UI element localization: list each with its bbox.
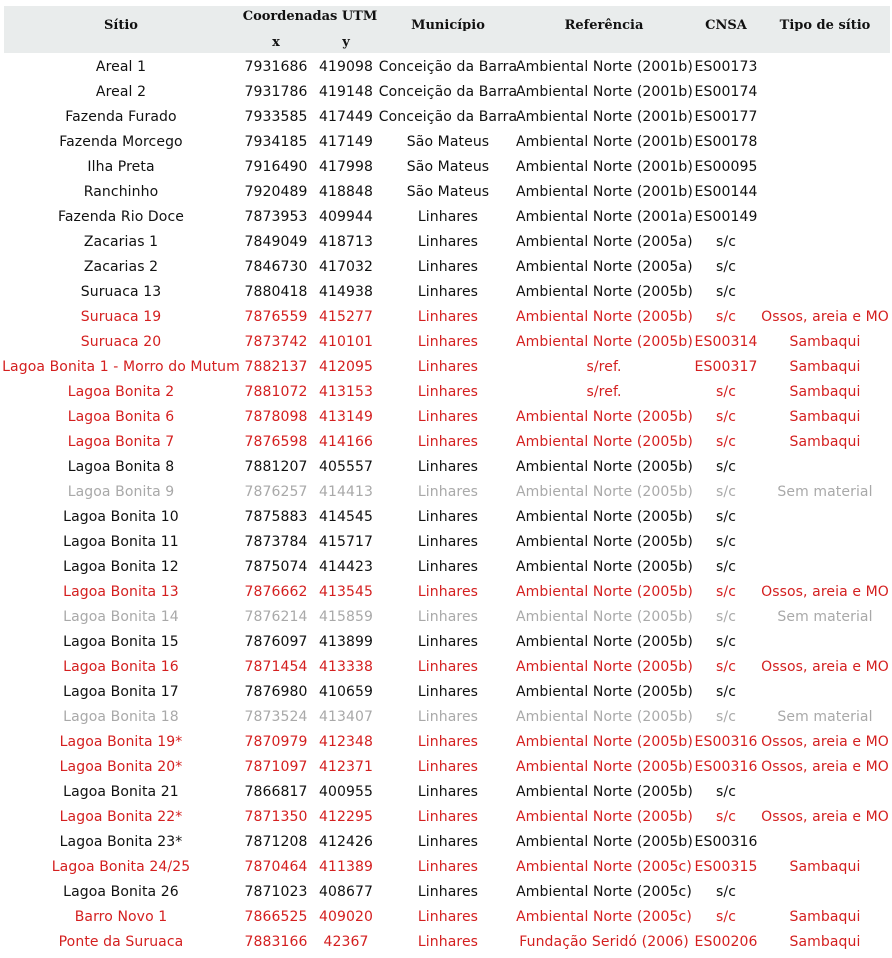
cell-x: 7876598 bbox=[244, 434, 308, 450]
cell-municipio: Linhares bbox=[417, 234, 479, 250]
table-row bbox=[0, 930, 892, 955]
table-row bbox=[0, 755, 892, 780]
table-row bbox=[0, 555, 892, 580]
cell-cnsa: s/c bbox=[715, 409, 736, 425]
cell-cnsa: ES00317 bbox=[694, 359, 758, 375]
cell-x: 7931686 bbox=[244, 59, 308, 75]
cell-x: 7881072 bbox=[244, 384, 308, 400]
cell-municipio: Linhares bbox=[417, 909, 479, 925]
cell-tipo: Ossos, areia e MO bbox=[761, 734, 889, 750]
cell-y: 408677 bbox=[318, 884, 374, 900]
cell-sitio: Lagoa Bonita 20* bbox=[59, 759, 183, 775]
cell-y: 400955 bbox=[318, 784, 374, 800]
table-row bbox=[0, 905, 892, 930]
cell-tipo: Sambaqui bbox=[789, 434, 861, 450]
cell-x: 7866525 bbox=[244, 909, 308, 925]
cell-sitio: Lagoa Bonita 7 bbox=[67, 434, 175, 450]
cell-referencia: Ambiental Norte (2005b) bbox=[516, 284, 693, 300]
cell-municipio: Linhares bbox=[417, 459, 479, 475]
cell-tipo: Ossos, areia e MO bbox=[761, 309, 889, 325]
cell-referencia: Ambiental Norte (2005a) bbox=[516, 259, 693, 275]
cell-y: 417998 bbox=[318, 159, 374, 175]
cell-sitio: Lagoa Bonita 10 bbox=[63, 509, 179, 525]
cell-municipio: Linhares bbox=[417, 684, 479, 700]
table-row bbox=[0, 855, 892, 880]
cell-x: 7883166 bbox=[244, 934, 308, 950]
cell-cnsa: ES00144 bbox=[694, 184, 758, 200]
table-row bbox=[0, 180, 892, 205]
cell-x: 7876257 bbox=[244, 484, 308, 500]
table-row bbox=[0, 680, 892, 705]
cell-cnsa: s/c bbox=[715, 809, 736, 825]
cell-referencia: Fundação Seridó (2006) bbox=[519, 934, 689, 950]
cell-cnsa: s/c bbox=[715, 459, 736, 475]
cell-tipo: Sem material bbox=[777, 609, 873, 625]
cell-x: 7880418 bbox=[244, 284, 308, 300]
table-row bbox=[0, 205, 892, 230]
cell-y: 412371 bbox=[318, 759, 374, 775]
cell-municipio: Linhares bbox=[417, 709, 479, 725]
cell-y: 417032 bbox=[318, 259, 374, 275]
cell-y: 42367 bbox=[323, 934, 369, 950]
cell-cnsa: s/c bbox=[715, 309, 736, 325]
table-row bbox=[0, 355, 892, 380]
cell-municipio: Linhares bbox=[417, 434, 479, 450]
cell-municipio: Linhares bbox=[417, 534, 479, 550]
table-row bbox=[0, 130, 892, 155]
cell-municipio: Linhares bbox=[417, 634, 479, 650]
cell-municipio: Linhares bbox=[417, 409, 479, 425]
cell-sitio: Lagoa Bonita 9 bbox=[67, 484, 175, 500]
cell-referencia: Ambiental Norte (2005b) bbox=[516, 559, 693, 575]
cell-cnsa: ES00177 bbox=[694, 109, 758, 125]
cell-y: 409020 bbox=[318, 909, 374, 925]
cell-referencia: Ambiental Norte (2005c) bbox=[516, 884, 692, 900]
cell-x: 7876559 bbox=[244, 309, 308, 325]
cell-referencia: s/ref. bbox=[586, 384, 622, 400]
cell-y: 413407 bbox=[318, 709, 374, 725]
cell-x: 7881207 bbox=[244, 459, 308, 475]
cell-municipio: Linhares bbox=[417, 884, 479, 900]
cell-x: 7871350 bbox=[244, 809, 308, 825]
cell-x: 7931786 bbox=[244, 84, 308, 100]
cell-x: 7916490 bbox=[244, 159, 308, 175]
cell-referencia: Ambiental Norte (2005b) bbox=[516, 809, 693, 825]
cell-municipio: Linhares bbox=[417, 559, 479, 575]
cell-municipio: Linhares bbox=[417, 284, 479, 300]
cell-y: 414413 bbox=[318, 484, 374, 500]
cell-cnsa: ES00149 bbox=[694, 209, 758, 225]
table-row bbox=[0, 880, 892, 905]
table-row bbox=[0, 80, 892, 105]
header-coordenadas: Coordenadas UTM bbox=[242, 9, 378, 24]
cell-referencia: Ambiental Norte (2005b) bbox=[516, 659, 693, 675]
cell-x: 7846730 bbox=[244, 259, 308, 275]
table-row bbox=[0, 380, 892, 405]
cell-sitio: Lagoa Bonita 13 bbox=[63, 584, 179, 600]
cell-x: 7871023 bbox=[244, 884, 308, 900]
cell-municipio: Linhares bbox=[417, 934, 479, 950]
cell-y: 412295 bbox=[318, 809, 374, 825]
cell-cnsa: s/c bbox=[715, 484, 736, 500]
cell-tipo: Ossos, areia e MO bbox=[761, 584, 889, 600]
cell-municipio: Linhares bbox=[417, 259, 479, 275]
cell-tipo: Sambaqui bbox=[789, 909, 861, 925]
cell-cnsa: ES00316 bbox=[694, 734, 758, 750]
cell-y: 411389 bbox=[318, 859, 374, 875]
cell-referencia: Ambiental Norte (2001b) bbox=[516, 59, 693, 75]
cell-y: 414938 bbox=[318, 284, 374, 300]
cell-x: 7878098 bbox=[244, 409, 308, 425]
cell-sitio: Lagoa Bonita 24/25 bbox=[51, 859, 191, 875]
cell-municipio: Conceição da Barra bbox=[378, 84, 518, 100]
cell-referencia: Ambiental Norte (2001b) bbox=[516, 184, 693, 200]
cell-cnsa: ES00314 bbox=[694, 334, 758, 350]
cell-x: 7873524 bbox=[244, 709, 308, 725]
table-row bbox=[0, 655, 892, 680]
cell-x: 7873953 bbox=[244, 209, 308, 225]
header-y: y bbox=[342, 35, 350, 50]
cell-sitio: Lagoa Bonita 18 bbox=[63, 709, 179, 725]
cell-sitio: Lagoa Bonita 11 bbox=[63, 534, 179, 550]
cell-sitio: Lagoa Bonita 21 bbox=[63, 784, 179, 800]
table-body bbox=[0, 55, 892, 955]
cell-referencia: Ambiental Norte (2005b) bbox=[516, 334, 693, 350]
cell-sitio: Lagoa Bonita 14 bbox=[63, 609, 179, 625]
cell-x: 7920489 bbox=[244, 184, 308, 200]
cell-municipio: Linhares bbox=[417, 334, 479, 350]
cell-cnsa: s/c bbox=[715, 684, 736, 700]
table-row bbox=[0, 580, 892, 605]
cell-cnsa: ES00178 bbox=[694, 134, 758, 150]
cell-sitio: Lagoa Bonita 17 bbox=[63, 684, 179, 700]
cell-referencia: s/ref. bbox=[586, 359, 622, 375]
cell-referencia: Ambiental Norte (2005b) bbox=[516, 459, 693, 475]
cell-sitio: Zacarias 1 bbox=[83, 234, 159, 250]
cell-x: 7849049 bbox=[244, 234, 308, 250]
cell-referencia: Ambiental Norte (2001b) bbox=[516, 134, 693, 150]
cell-sitio: Areal 1 bbox=[95, 59, 147, 75]
cell-x: 7873742 bbox=[244, 334, 308, 350]
cell-sitio: Lagoa Bonita 12 bbox=[63, 559, 179, 575]
cell-y: 413153 bbox=[318, 384, 374, 400]
cell-referencia: Ambiental Norte (2005b) bbox=[516, 734, 693, 750]
cell-sitio: Ilha Preta bbox=[87, 159, 155, 175]
cell-sitio: Barro Novo 1 bbox=[74, 909, 168, 925]
cell-referencia: Ambiental Norte (2005b) bbox=[516, 584, 693, 600]
header-municipio: Município bbox=[411, 18, 485, 31]
cell-x: 7871454 bbox=[244, 659, 308, 675]
header-municipio-cell bbox=[378, 0, 518, 31]
table-row bbox=[0, 55, 892, 80]
cell-x: 7870464 bbox=[244, 859, 308, 875]
cell-sitio: Lagoa Bonita 1 - Morro do Mutum bbox=[2, 359, 240, 375]
cell-tipo: Sambaqui bbox=[789, 334, 861, 350]
cell-x: 7882137 bbox=[244, 359, 308, 375]
table-row bbox=[0, 730, 892, 755]
table-row bbox=[0, 455, 892, 480]
cell-cnsa: s/c bbox=[715, 709, 736, 725]
cell-y: 410101 bbox=[318, 334, 374, 350]
cell-tipo: Ossos, areia e MO bbox=[761, 659, 889, 675]
cell-referencia: Ambiental Norte (2005b) bbox=[516, 509, 693, 525]
cell-municipio: Linhares bbox=[417, 484, 479, 500]
cell-municipio: Linhares bbox=[417, 659, 479, 675]
table-row bbox=[0, 630, 892, 655]
cell-cnsa: ES00173 bbox=[694, 59, 758, 75]
cell-referencia: Ambiental Norte (2001a) bbox=[516, 209, 693, 225]
cell-y: 413338 bbox=[318, 659, 374, 675]
table-row bbox=[0, 705, 892, 730]
cell-x: 7876980 bbox=[244, 684, 308, 700]
cell-referencia: Ambiental Norte (2005c) bbox=[516, 909, 692, 925]
cell-sitio: Fazenda Rio Doce bbox=[58, 209, 184, 225]
cell-tipo: Sambaqui bbox=[789, 934, 861, 950]
cell-y: 410659 bbox=[318, 684, 374, 700]
cell-sitio: Lagoa Bonita 23* bbox=[59, 834, 183, 850]
cell-y: 417449 bbox=[318, 109, 374, 125]
cell-referencia: Ambiental Norte (2005b) bbox=[516, 409, 693, 425]
cell-x: 7876097 bbox=[244, 634, 308, 650]
cell-referencia: Ambiental Norte (2005b) bbox=[516, 434, 693, 450]
cell-x: 7875883 bbox=[244, 509, 308, 525]
cell-y: 417149 bbox=[318, 134, 374, 150]
cell-cnsa: s/c bbox=[715, 659, 736, 675]
cell-y: 412095 bbox=[318, 359, 374, 375]
cell-tipo: Sem material bbox=[777, 709, 873, 725]
cell-cnsa: s/c bbox=[715, 634, 736, 650]
cell-municipio: Linhares bbox=[417, 609, 479, 625]
cell-cnsa: s/c bbox=[715, 259, 736, 275]
table-row bbox=[0, 805, 892, 830]
cell-municipio: Conceição da Barra bbox=[378, 59, 518, 75]
cell-municipio: Linhares bbox=[417, 809, 479, 825]
cell-x: 7934185 bbox=[244, 134, 308, 150]
table-header bbox=[0, 0, 892, 56]
cell-referencia: Ambiental Norte (2005c) bbox=[516, 859, 692, 875]
cell-sitio: Suruaca 20 bbox=[80, 334, 162, 350]
cell-referencia: Ambiental Norte (2005b) bbox=[516, 534, 693, 550]
cell-sitio: Zacarias 2 bbox=[83, 259, 159, 275]
cell-municipio: Linhares bbox=[417, 834, 479, 850]
cell-cnsa: s/c bbox=[715, 534, 736, 550]
cell-sitio: Fazenda Furado bbox=[65, 109, 177, 125]
cell-x: 7933585 bbox=[244, 109, 308, 125]
cell-y: 413899 bbox=[318, 634, 374, 650]
cell-y: 412348 bbox=[318, 734, 374, 750]
cell-municipio: Linhares bbox=[417, 209, 479, 225]
cell-sitio: Ponte da Suruaca bbox=[58, 934, 184, 950]
cell-sitio: Lagoa Bonita 15 bbox=[63, 634, 179, 650]
cell-cnsa: s/c bbox=[715, 784, 736, 800]
table-row bbox=[0, 105, 892, 130]
cell-municipio: Linhares bbox=[417, 784, 479, 800]
cell-x: 7876662 bbox=[244, 584, 308, 600]
cell-cnsa: s/c bbox=[715, 559, 736, 575]
header-tipo: Tipo de sítio bbox=[779, 18, 871, 31]
cell-x: 7870979 bbox=[244, 734, 308, 750]
cell-y: 414166 bbox=[318, 434, 374, 450]
cell-sitio: Suruaca 13 bbox=[80, 284, 162, 300]
cell-referencia: Ambiental Norte (2005b) bbox=[516, 634, 693, 650]
table-row bbox=[0, 530, 892, 555]
cell-tipo: Ossos, areia e MO bbox=[761, 759, 889, 775]
cell-tipo: Sambaqui bbox=[789, 384, 861, 400]
cell-y: 414423 bbox=[318, 559, 374, 575]
table-row bbox=[0, 430, 892, 455]
cell-municipio: Conceição da Barra bbox=[378, 109, 518, 125]
header-referencia: Referência bbox=[564, 18, 644, 31]
cell-cnsa: s/c bbox=[715, 509, 736, 525]
cell-x: 7876214 bbox=[244, 609, 308, 625]
table-row bbox=[0, 405, 892, 430]
cell-municipio: Linhares bbox=[417, 759, 479, 775]
cell-referencia: Ambiental Norte (2005b) bbox=[516, 609, 693, 625]
table-row bbox=[0, 505, 892, 530]
cell-x: 7873784 bbox=[244, 534, 308, 550]
cell-y: 419148 bbox=[318, 84, 374, 100]
cell-y: 413149 bbox=[318, 409, 374, 425]
cell-y: 418848 bbox=[318, 184, 374, 200]
table-row bbox=[0, 230, 892, 255]
cell-municipio: Linhares bbox=[417, 359, 479, 375]
cell-referencia: Ambiental Norte (2005b) bbox=[516, 834, 693, 850]
cell-referencia: Ambiental Norte (2005b) bbox=[516, 709, 693, 725]
table-row bbox=[0, 830, 892, 855]
cell-referencia: Ambiental Norte (2005b) bbox=[516, 684, 693, 700]
cell-municipio: São Mateus bbox=[406, 134, 490, 150]
cell-cnsa: ES00206 bbox=[694, 934, 758, 950]
cell-municipio: Linhares bbox=[417, 509, 479, 525]
cell-y: 418713 bbox=[318, 234, 374, 250]
cell-sitio: Suruaca 19 bbox=[80, 309, 162, 325]
cell-sitio: Fazenda Morcego bbox=[59, 134, 183, 150]
table-row bbox=[0, 155, 892, 180]
cell-tipo: Sambaqui bbox=[789, 409, 861, 425]
cell-y: 415277 bbox=[318, 309, 374, 325]
cell-cnsa: s/c bbox=[715, 909, 736, 925]
cell-sitio: Lagoa Bonita 2 bbox=[67, 384, 175, 400]
cell-sitio: Lagoa Bonita 16 bbox=[63, 659, 179, 675]
cell-cnsa: s/c bbox=[715, 384, 736, 400]
cell-y: 414545 bbox=[318, 509, 374, 525]
cell-municipio: Linhares bbox=[417, 584, 479, 600]
cell-x: 7875074 bbox=[244, 559, 308, 575]
header-cnsa: CNSA bbox=[705, 18, 747, 31]
cell-cnsa: ES00095 bbox=[694, 159, 758, 175]
cell-referencia: Ambiental Norte (2005b) bbox=[516, 759, 693, 775]
cell-municipio: Linhares bbox=[417, 859, 479, 875]
cell-y: 405557 bbox=[318, 459, 374, 475]
cell-cnsa: s/c bbox=[715, 284, 736, 300]
table-row bbox=[0, 605, 892, 630]
cell-y: 415859 bbox=[318, 609, 374, 625]
cell-x: 7871208 bbox=[244, 834, 308, 850]
header-sitio: Sítio bbox=[104, 18, 138, 31]
cell-tipo: Sem material bbox=[777, 484, 873, 500]
table-row bbox=[0, 330, 892, 355]
header-referencia-cell bbox=[516, 0, 692, 31]
cell-y: 413545 bbox=[318, 584, 374, 600]
cell-y: 415717 bbox=[318, 534, 374, 550]
cell-municipio: Linhares bbox=[417, 734, 479, 750]
table-row bbox=[0, 255, 892, 280]
cell-cnsa: s/c bbox=[715, 609, 736, 625]
cell-sitio: Ranchinho bbox=[83, 184, 159, 200]
cell-sitio: Lagoa Bonita 6 bbox=[67, 409, 175, 425]
cell-tipo: Sambaqui bbox=[789, 859, 861, 875]
cell-y: 412426 bbox=[318, 834, 374, 850]
cell-sitio: Lagoa Bonita 22* bbox=[59, 809, 183, 825]
cell-tipo: Ossos, areia e MO bbox=[761, 809, 889, 825]
cell-sitio: Lagoa Bonita 19* bbox=[59, 734, 183, 750]
cell-cnsa: ES00315 bbox=[694, 859, 758, 875]
table-row bbox=[0, 305, 892, 330]
cell-x: 7866817 bbox=[244, 784, 308, 800]
cell-cnsa: ES00316 bbox=[694, 834, 758, 850]
table-row bbox=[0, 780, 892, 805]
cell-cnsa: s/c bbox=[715, 584, 736, 600]
cell-cnsa: ES00174 bbox=[694, 84, 758, 100]
cell-cnsa: ES00316 bbox=[694, 759, 758, 775]
cell-sitio: Lagoa Bonita 26 bbox=[63, 884, 179, 900]
table-row bbox=[0, 480, 892, 505]
header-band-bottom bbox=[4, 31, 890, 53]
cell-municipio: São Mateus bbox=[406, 159, 490, 175]
cell-tipo: Sambaqui bbox=[789, 359, 861, 375]
cell-cnsa: s/c bbox=[715, 434, 736, 450]
cell-referencia: Ambiental Norte (2005b) bbox=[516, 484, 693, 500]
cell-municipio: São Mateus bbox=[406, 184, 490, 200]
cell-municipio: Linhares bbox=[417, 384, 479, 400]
cell-cnsa: s/c bbox=[715, 234, 736, 250]
cell-y: 409944 bbox=[318, 209, 374, 225]
cell-referencia: Ambiental Norte (2001b) bbox=[516, 159, 693, 175]
cell-referencia: Ambiental Norte (2005b) bbox=[516, 309, 693, 325]
cell-referencia: Ambiental Norte (2005a) bbox=[516, 234, 693, 250]
cell-cnsa: s/c bbox=[715, 884, 736, 900]
cell-municipio: Linhares bbox=[417, 309, 479, 325]
cell-referencia: Ambiental Norte (2001b) bbox=[516, 84, 693, 100]
cell-referencia: Ambiental Norte (2005b) bbox=[516, 784, 693, 800]
header-tipo-cell bbox=[760, 0, 890, 31]
header-cnsa-cell bbox=[690, 0, 762, 31]
cell-referencia: Ambiental Norte (2001b) bbox=[516, 109, 693, 125]
header-sitio-cell bbox=[0, 0, 242, 31]
table-row bbox=[0, 280, 892, 305]
cell-x: 7871097 bbox=[244, 759, 308, 775]
cell-y: 419098 bbox=[318, 59, 374, 75]
cell-sitio: Areal 2 bbox=[95, 84, 147, 100]
header-x: x bbox=[272, 35, 280, 50]
cell-sitio: Lagoa Bonita 8 bbox=[67, 459, 175, 475]
